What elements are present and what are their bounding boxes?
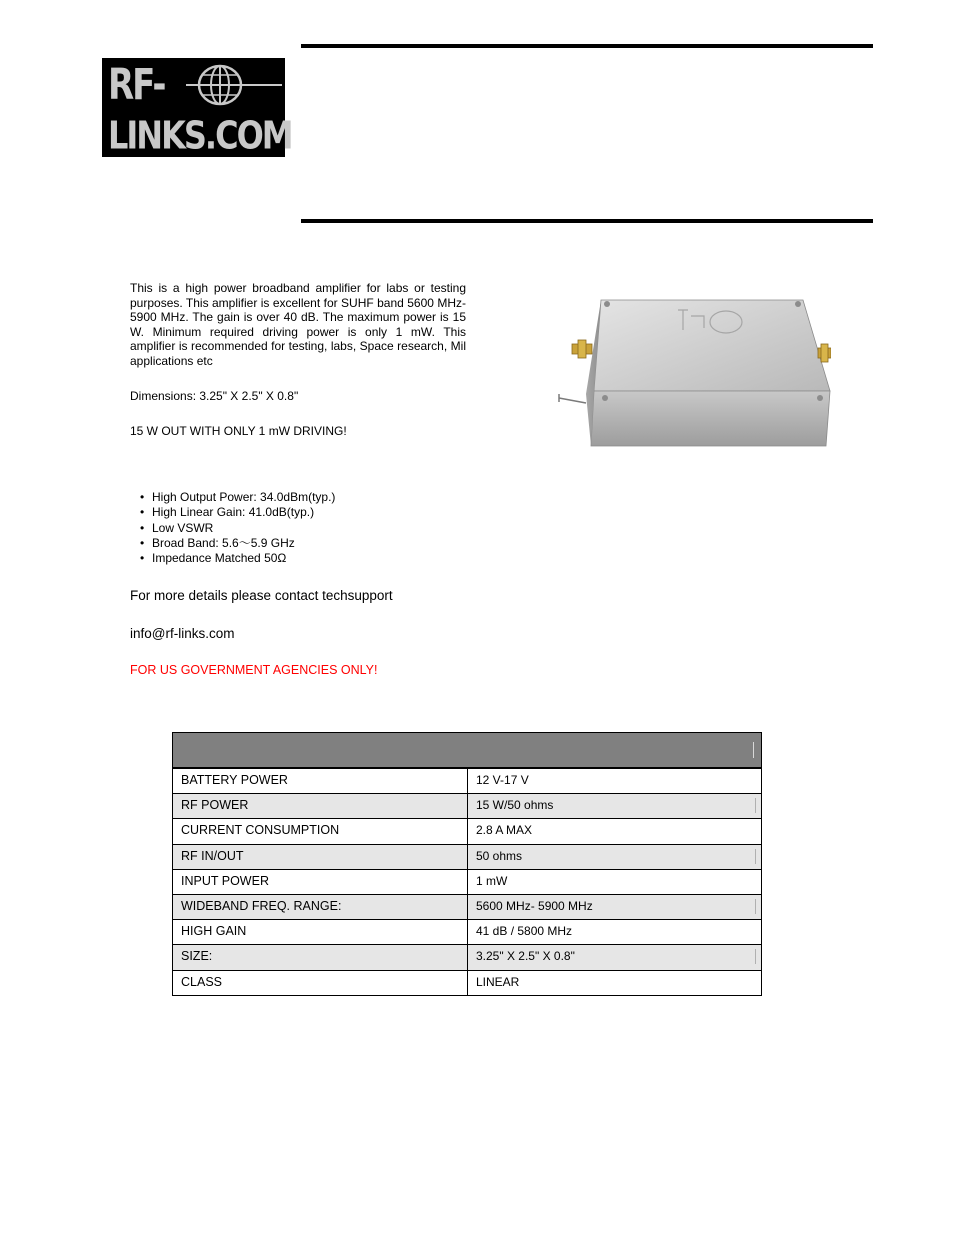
table-row: [173, 768, 761, 793]
header-rule-bottom: [301, 219, 873, 223]
spec-label: RF POWER: [173, 794, 468, 818]
table-row: [173, 970, 761, 995]
spec-label: INPUT POWER: [173, 870, 468, 894]
table-row: [173, 869, 761, 894]
contact-line: For more details please contact techsupport: [130, 588, 393, 603]
spec-value: 1 mW: [476, 873, 508, 888]
spec-value: 12 V-17 V: [476, 773, 529, 787]
feature-list: [130, 490, 470, 566]
table-row: [173, 894, 761, 919]
logo-text-line2: LINKS.COM: [108, 112, 292, 158]
spec-value: 5600 MHz- 5900 MHz: [468, 895, 761, 919]
spec-value: LINEAR: [476, 974, 520, 989]
logo-text-line1: RF-: [108, 60, 165, 111]
spec-label: SIZE:: [173, 945, 468, 969]
spec-value: 3.25" X 2.5" X 0.8": [468, 945, 761, 969]
feature-item: • Impedance Matched 50Ω: [130, 551, 470, 566]
spec-label: HIGH GAIN: [173, 920, 468, 944]
spec-value: 50 ohms: [468, 845, 761, 869]
spec-label: CURRENT CONSUMPTION: [173, 819, 468, 843]
product-description: This is a high power broadband amplifier for labs or testing purposes. This amplifier is excellent for SUHF band 5600 MHz- 5900 MHz. The gain is over 40 dB. The maximum power is 15 W. Minimum required driving power is only 1 mW. This amplifier is recommended for testing, labs, Space research, Mil applications etc: [130, 281, 466, 368]
table-row: [173, 919, 761, 944]
government-notice: FOR US GOVERNMENT AGENCIES ONLY!: [130, 663, 378, 677]
spec-label: WIDEBAND FREQ. RANGE:: [173, 895, 468, 919]
spec-label: RF IN/OUT: [173, 845, 468, 869]
header-rule-top: [301, 44, 873, 48]
table-row: [173, 844, 761, 869]
table-row: [173, 944, 761, 969]
table-row: [173, 818, 761, 843]
spec-table-header: [173, 733, 761, 768]
spec-label: CLASS: [173, 971, 468, 995]
product-tagline: 15 W OUT WITH ONLY 1 mW DRIVING!: [130, 424, 347, 438]
feature-item: • High Linear Gain: 41.0dB(typ.): [130, 505, 470, 520]
spec-table: [172, 732, 762, 996]
company-logo: [102, 58, 292, 158]
table-row: [173, 793, 761, 818]
feature-item: • Low VSWR: [130, 521, 470, 536]
contact-email-link[interactable]: info@rf-links.com: [130, 626, 235, 641]
feature-item: • Broad Band: 5.6～5.9 GHz: [130, 536, 470, 551]
amplifier-photo: [556, 296, 831, 451]
spec-value: 2.8 A MAX: [476, 823, 533, 838]
spec-value: 41 dB / 5800 MHz: [476, 924, 573, 939]
spec-label: BATTERY POWER: [173, 769, 468, 793]
product-dimensions: Dimensions: 3.25" X 2.5" X 0.8": [130, 389, 299, 403]
spec-value: 15 W/50 ohms: [468, 794, 761, 818]
feature-item: • High Output Power: 34.0dBm(typ.): [130, 490, 470, 505]
